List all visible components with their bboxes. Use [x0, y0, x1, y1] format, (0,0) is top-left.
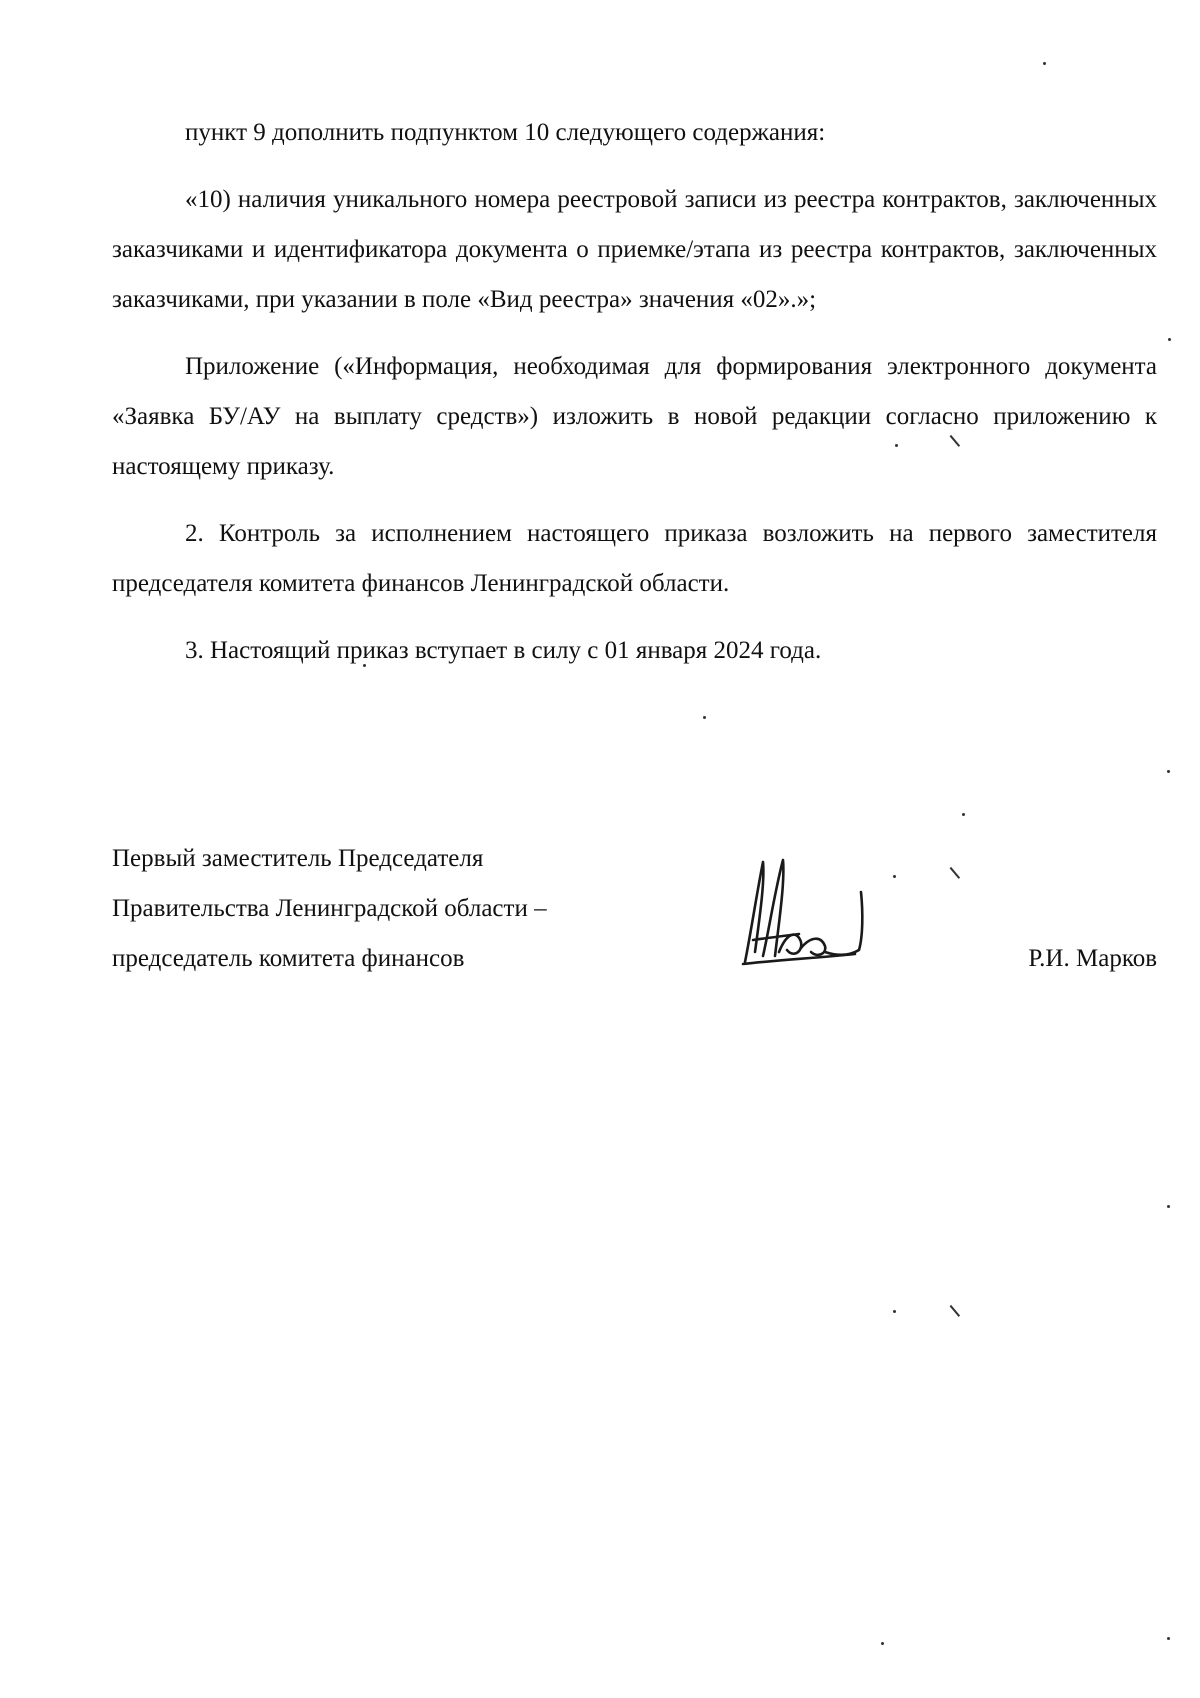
paragraph-control: 2. Контроль за исполнением настоящего приказа возложить на первого заместителя председателя комитета финансов Ленинградской области.	[112, 520, 1157, 597]
scan-mark	[950, 1305, 960, 1317]
scan-speck	[893, 875, 896, 878]
scan-speck	[893, 1310, 896, 1313]
signature-block	[112, 834, 1157, 994]
scan-speck	[1167, 1205, 1170, 1208]
scan-speck	[703, 716, 706, 719]
signer-position-line: Первый заместитель Председателя	[112, 845, 484, 872]
scan-speck	[962, 813, 965, 816]
signer-position-line: Правительства Ленинградской области –	[112, 895, 547, 922]
scan-speck	[881, 1642, 884, 1645]
scan-speck	[895, 444, 898, 447]
scan-speck	[1168, 338, 1171, 341]
scan-speck	[1167, 770, 1170, 773]
paragraph-amendment-intro: пункт 9 дополнить подпунктом 10 следующего содержания:	[185, 119, 826, 146]
paragraph-effective-date: 3. Настоящий приказ вступает в силу с 01 января 2024 года.	[185, 637, 822, 664]
scan-speck	[1167, 1637, 1170, 1640]
paragraph-appendix: Приложение («Информация, необходимая для формирования электронного документа «Заявка БУ/АУ на выплату средств») изложить в новой редакции согласно приложению к настоящему приказу.	[112, 353, 1157, 480]
scan-speck	[363, 664, 366, 667]
signer-position	[112, 834, 547, 984]
scan-speck	[1043, 62, 1046, 65]
signer-position-line: председатель комитета финансов	[112, 945, 465, 972]
document-body	[112, 108, 1157, 693]
paragraph-subpoint-10: «10) наличия уникального номера реестровой записи из реестра контрактов, заключенных заказчиками и идентификатора документа о приемке/этапа из реестра контрактов, заключенных заказчиками, при указании в поле «Вид реестра» значения «02».»;	[112, 186, 1157, 313]
handwritten-signature	[737, 852, 879, 972]
signer-name: Р.И. Марков	[1028, 945, 1157, 972]
